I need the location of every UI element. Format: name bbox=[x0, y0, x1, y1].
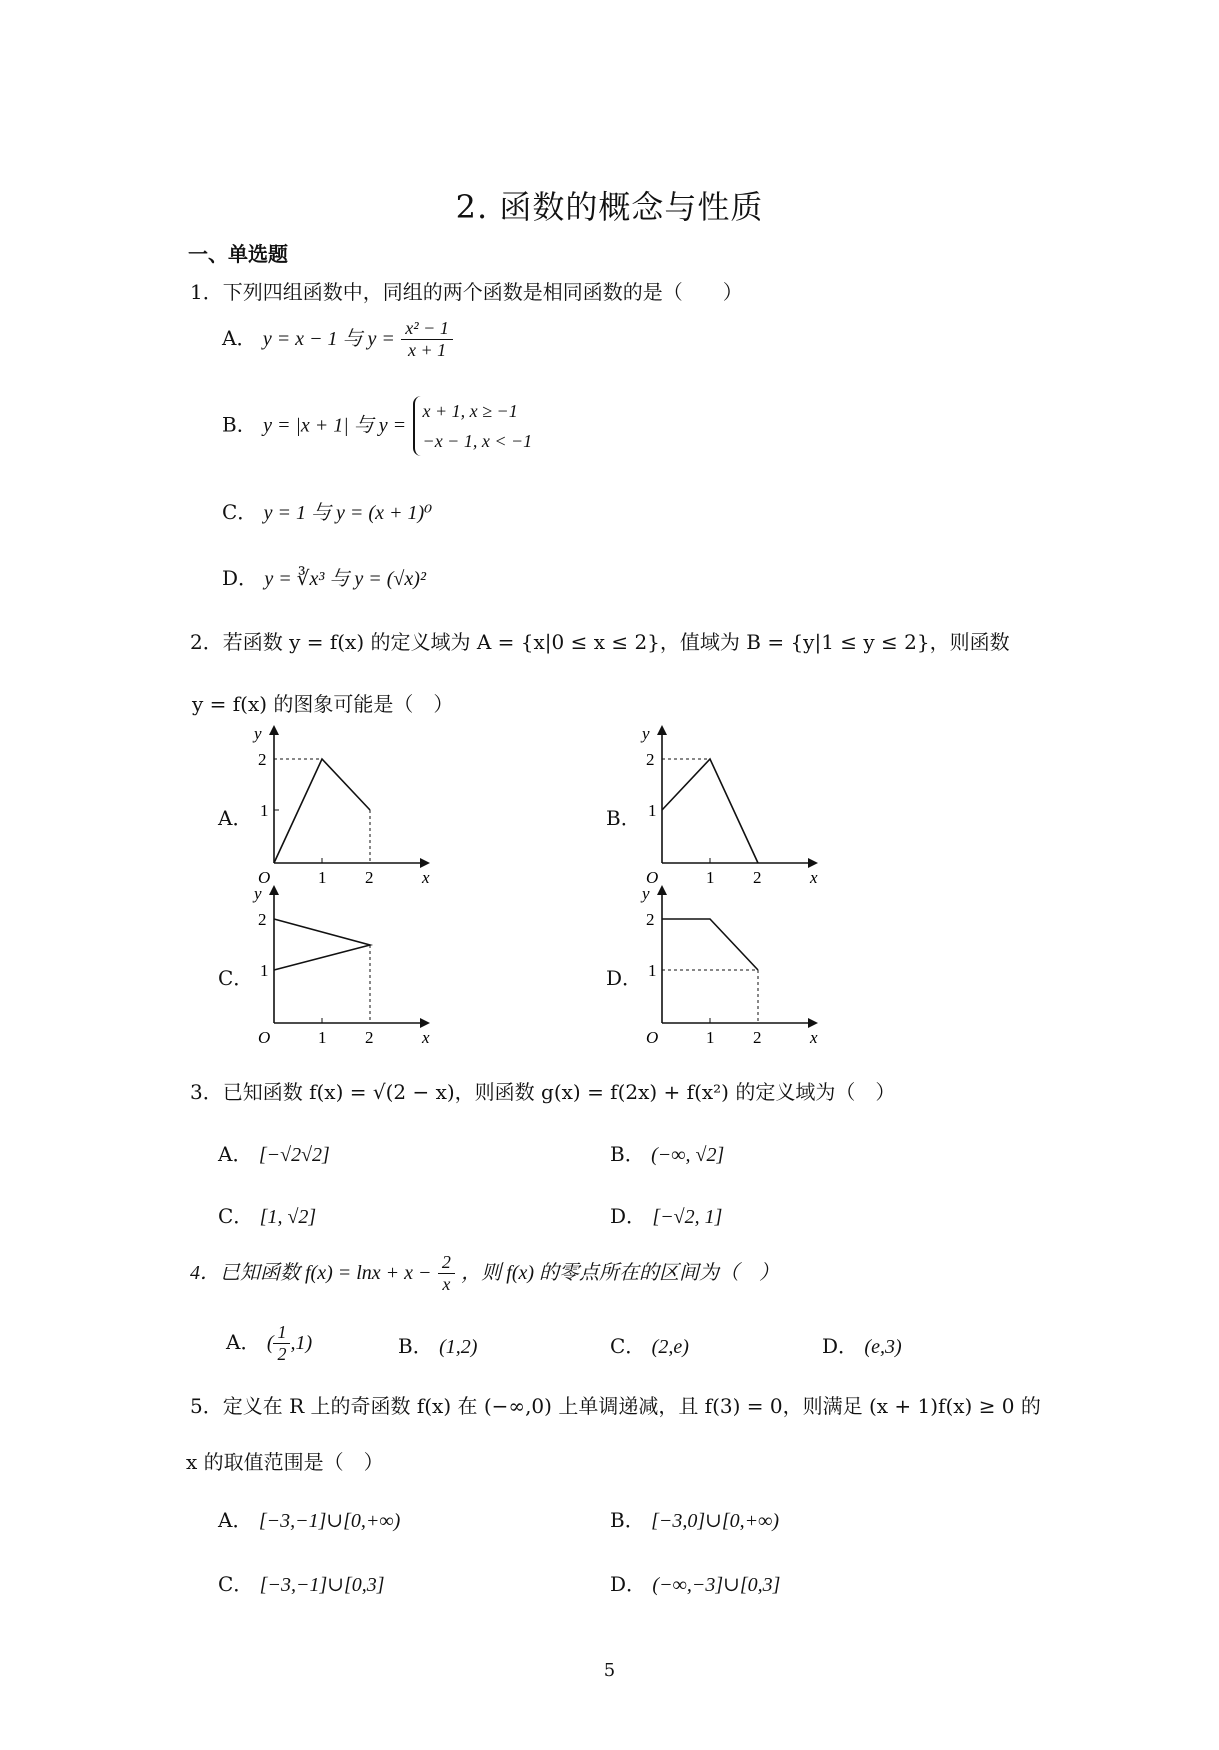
graph-d-y-label: y bbox=[642, 885, 650, 903]
page-number: 5 bbox=[603, 1660, 616, 1681]
q1-d-label: D． bbox=[222, 566, 259, 590]
graph-b-tick-x1: 1 bbox=[706, 868, 715, 883]
q5-option-b bbox=[610, 1504, 779, 1533]
q4-d-label: D． bbox=[822, 1334, 859, 1358]
graph-d-tick-y2: 2 bbox=[646, 910, 655, 929]
q2-a-label: A． bbox=[218, 806, 253, 830]
q5-d-label: D． bbox=[610, 1572, 647, 1596]
q2-stem-line1: 2．若函数 y = f(x) 的定义域为 A = {x|0 ≤ x ≤ 2}，值域为 B = {y|1 ≤ y ≤ 2}，则函数 bbox=[190, 630, 1010, 654]
q3-option-d bbox=[610, 1200, 722, 1229]
q4-a-denominator: 2 bbox=[277, 1344, 287, 1364]
graph-a-tick-x2: 2 bbox=[365, 868, 374, 883]
q4-stem-numerator: 2 bbox=[438, 1252, 455, 1274]
q3-b-text: (−∞, √2] bbox=[651, 1144, 725, 1166]
q4-d-text: (e,3) bbox=[864, 1336, 902, 1358]
q5-option-d bbox=[610, 1568, 780, 1597]
graph-c bbox=[250, 885, 430, 1043]
graph-c-y-label: y bbox=[254, 885, 262, 903]
graph-b-tick-y1: 1 bbox=[648, 801, 657, 820]
q5-stem-line2: x 的取值范围是（ ） bbox=[186, 1450, 384, 1474]
q2-d-label: D． bbox=[606, 966, 643, 990]
page-title: 2. 函数的概念与性质 bbox=[455, 188, 764, 226]
graph-d-tick-y1: 1 bbox=[648, 961, 657, 980]
q3-d-text: [−√2, 1] bbox=[652, 1206, 723, 1228]
q4-stem bbox=[190, 1252, 779, 1295]
q1-b-piecewise bbox=[413, 396, 533, 456]
graph-d bbox=[638, 885, 818, 1043]
graph-c-tick-y1: 1 bbox=[260, 961, 269, 980]
q5-stem-line1: 5．定义在 R 上的奇函数 f(x) 在 (−∞,0) 上单调递减，且 f(3) = 0，则满足 (x + 1)f(x) ≥ 0 的 bbox=[190, 1394, 1041, 1418]
graph-b-x-label: x bbox=[810, 868, 818, 883]
q5-c-text: [−3,−1]∪[0,3] bbox=[259, 1574, 385, 1596]
graph-d-x-label: x bbox=[810, 1028, 818, 1043]
q1-option-d bbox=[222, 562, 426, 591]
graph-b-tick-y2: 2 bbox=[646, 750, 655, 769]
graph-c-x-label: x bbox=[422, 1028, 430, 1043]
q3-d-label: D． bbox=[610, 1204, 647, 1228]
q1-c-text: y = 1 与 y = (x + 1)⁰ bbox=[263, 502, 433, 524]
q4-option-b bbox=[398, 1330, 477, 1359]
q1-b-case2: −x − 1, x < −1 bbox=[422, 431, 533, 451]
q3-a-text: [−√2√2] bbox=[258, 1144, 330, 1166]
q3-c-label: C． bbox=[218, 1204, 254, 1228]
graph-c-origin: O bbox=[258, 1028, 271, 1043]
graph-a-y-label: y bbox=[254, 725, 262, 743]
q1-d-text: y = ∛x³ 与 y = (√x)² bbox=[264, 568, 426, 590]
q3-c-text: [1, √2] bbox=[259, 1206, 317, 1228]
q3-b-label: B． bbox=[610, 1142, 645, 1166]
q4-stem-denominator: x bbox=[442, 1274, 451, 1294]
graph-b-origin: O bbox=[646, 868, 659, 883]
graph-a-tick-y1: 1 bbox=[260, 801, 269, 820]
q4-b-label: B． bbox=[398, 1334, 433, 1358]
graph-c-tick-x2: 2 bbox=[365, 1028, 374, 1043]
q1-b-label: B． bbox=[222, 412, 257, 437]
q1-option-c bbox=[222, 496, 432, 525]
q2-b-label: B． bbox=[606, 806, 641, 830]
q5-b-text: [−3,0]∪[0,+∞) bbox=[651, 1510, 780, 1532]
graph-d-tick-x1: 1 bbox=[706, 1028, 715, 1043]
q3-stem: 3．已知函数 f(x) = √(2 − x)，则函数 g(x) = f(2x) + f(x²) 的定义域为（ ） bbox=[190, 1080, 896, 1104]
q5-b-label: B． bbox=[610, 1508, 645, 1532]
graph-a bbox=[250, 725, 430, 883]
q1-a-label: A． bbox=[222, 326, 257, 350]
q1-stem: 1．下列四组函数中，同组的两个函数是相同函数的是（ ） bbox=[190, 280, 743, 304]
q4-option-d bbox=[822, 1330, 902, 1359]
q2-stem-line2: y = f(x) 的图象可能是（ ） bbox=[192, 692, 454, 716]
q1-a-fraction bbox=[401, 318, 453, 361]
q4-b-text: (1,2) bbox=[439, 1336, 478, 1358]
q1-b-case1: x + 1, x ≥ −1 bbox=[422, 401, 518, 421]
graph-a-origin: O bbox=[258, 868, 271, 883]
q1-option-b bbox=[222, 396, 532, 456]
q4-a-head: ( bbox=[266, 1332, 274, 1354]
q1-b-left: y = |x + 1| 与 y = bbox=[263, 414, 407, 437]
q4-stem-left: 4．已知函数 f(x) = lnx + x − bbox=[190, 1262, 432, 1284]
graph-a-x-label: x bbox=[422, 868, 430, 883]
q3-option-b bbox=[610, 1138, 724, 1167]
q5-a-label: A． bbox=[218, 1508, 253, 1532]
section-heading: 一、单选题 bbox=[188, 242, 288, 266]
q3-option-c bbox=[218, 1200, 316, 1229]
graph-a-tick-y2: 2 bbox=[258, 750, 267, 769]
q1-a-numerator: x² − 1 bbox=[401, 318, 453, 340]
q4-c-text: (2,e) bbox=[651, 1336, 689, 1358]
graph-c-tick-x1: 1 bbox=[318, 1028, 327, 1043]
q4-option-c bbox=[610, 1330, 689, 1359]
q5-option-c bbox=[218, 1568, 385, 1597]
q2-c-label: C． bbox=[218, 966, 254, 990]
graph-c-tick-y2: 2 bbox=[258, 910, 267, 929]
q3-a-label: A． bbox=[218, 1142, 253, 1166]
q3-option-a bbox=[218, 1138, 330, 1167]
q4-stem-fraction bbox=[438, 1252, 455, 1295]
q4-a-tail: ,1) bbox=[290, 1332, 313, 1354]
q4-a-numerator: 1 bbox=[273, 1322, 290, 1344]
graph-a-tick-x1: 1 bbox=[318, 868, 327, 883]
graph-d-origin: O bbox=[646, 1028, 659, 1043]
q4-stem-right: ，则 f(x) 的零点所在的区间为（ ） bbox=[461, 1262, 780, 1284]
q1-a-left: y = x − 1 与 y = bbox=[262, 328, 395, 350]
q4-c-label: C． bbox=[610, 1334, 646, 1358]
q5-c-label: C． bbox=[218, 1572, 254, 1596]
q5-a-text: [−3,−1]∪[0,+∞) bbox=[258, 1510, 401, 1532]
graph-d-tick-x2: 2 bbox=[753, 1028, 762, 1043]
graph-b-y-label: y bbox=[642, 725, 650, 743]
q4-a-fraction bbox=[273, 1322, 290, 1365]
q1-option-a bbox=[222, 318, 453, 361]
q4-option-a bbox=[226, 1322, 312, 1365]
graph-b bbox=[638, 725, 818, 883]
graph-b-tick-x2: 2 bbox=[753, 868, 762, 883]
q5-option-a bbox=[218, 1504, 400, 1533]
q4-a-label: A． bbox=[226, 1330, 261, 1354]
q1-a-denominator: x + 1 bbox=[408, 340, 447, 360]
q1-c-label: C． bbox=[222, 500, 258, 524]
q5-d-text: (−∞,−3]∪[0,3] bbox=[652, 1574, 781, 1596]
